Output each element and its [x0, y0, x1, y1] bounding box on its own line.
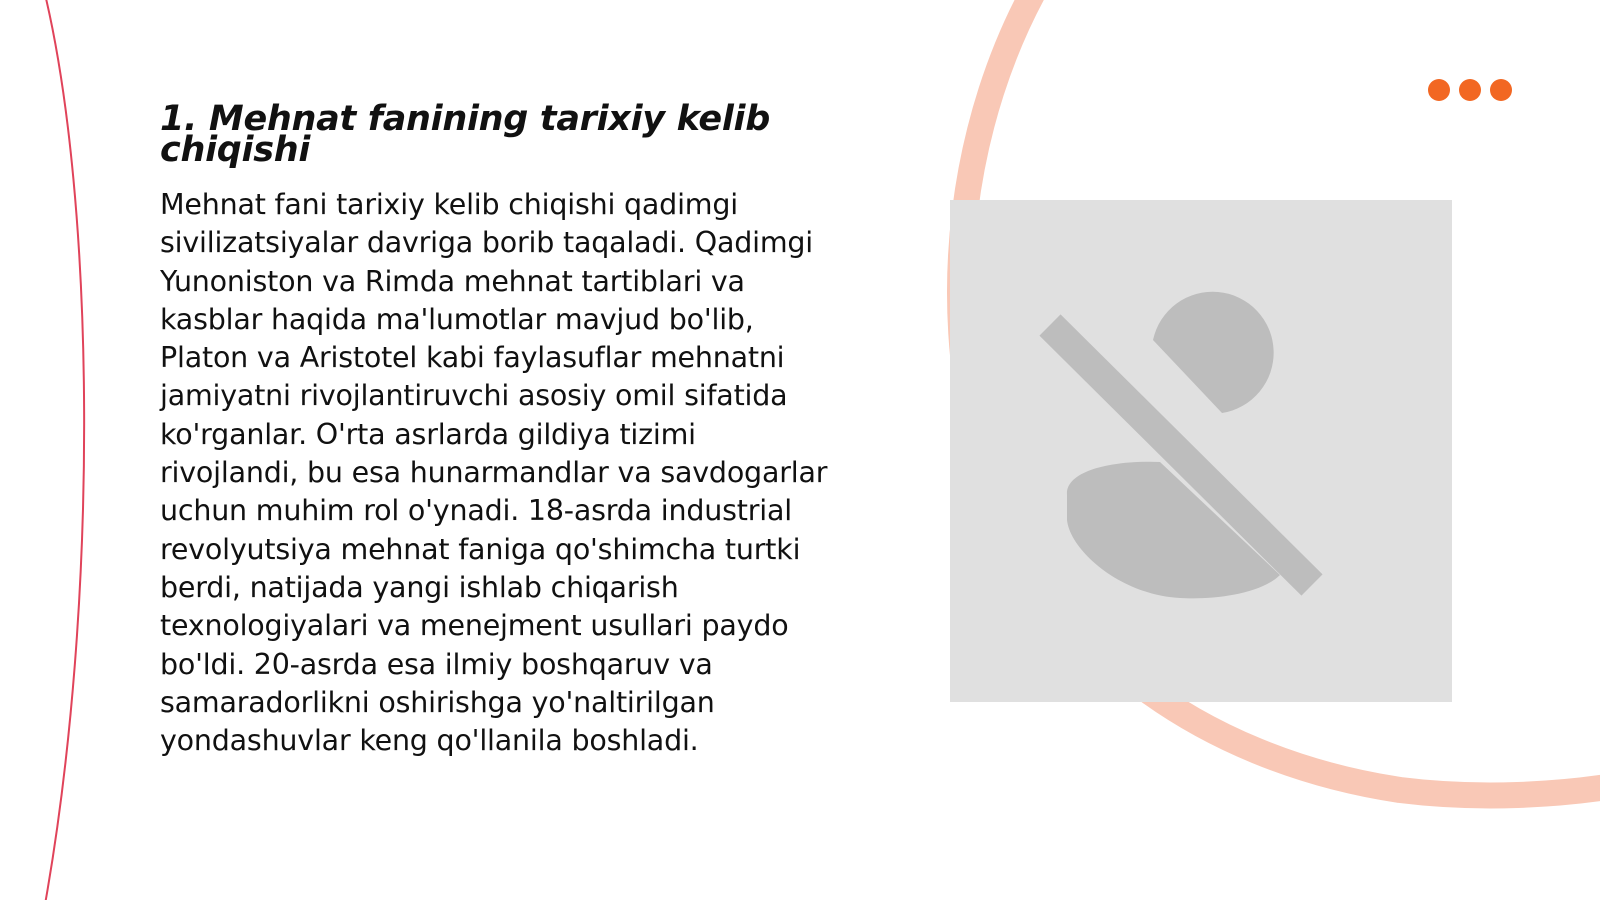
decorative-dots	[1428, 79, 1512, 101]
slide-body-text: Mehnat fani tarixiy kelib chiqishi qadimgi sivilizatsiyalar davriga borib taqaladi. Qadimgi Yunoniston va Rimda mehnat tartiblari va kasblar haqida ma'lumotlar mavjud bo'lib, Platon va Aristotel kabi faylasuflar mehnatni jamiyatni rivojlantiruvchi asosiy omil sifatida ko'rganlar. O'rta asrlarda gildiya tizimi rivojlandi, bu esa hunarmandlar va savdogarlar uchun muhim rol o'ynadi. 18-asrda industrial revolyutsiya mehnat faniga qo'shimcha turtki berdi, natijada yangi ishlab chiqarish texnologiyalari va menejment usullari paydo bo'ldi. 20-asrda esa ilmiy boshqaruv va samaradorlikni oshirishga yo'naltirilgan yondashuvlar keng qo'llanila boshladi.	[160, 188, 828, 758]
image-placeholder	[950, 200, 1452, 702]
decorative-dot	[1490, 79, 1512, 101]
decorative-dot	[1428, 79, 1450, 101]
left-decorative-arc	[44, 0, 84, 900]
image-unavailable-icon	[950, 200, 1452, 702]
slide-title: 1. Mehnat fanining tarixiy kelib chiqishi	[160, 99, 770, 170]
decorative-dot	[1459, 79, 1481, 101]
